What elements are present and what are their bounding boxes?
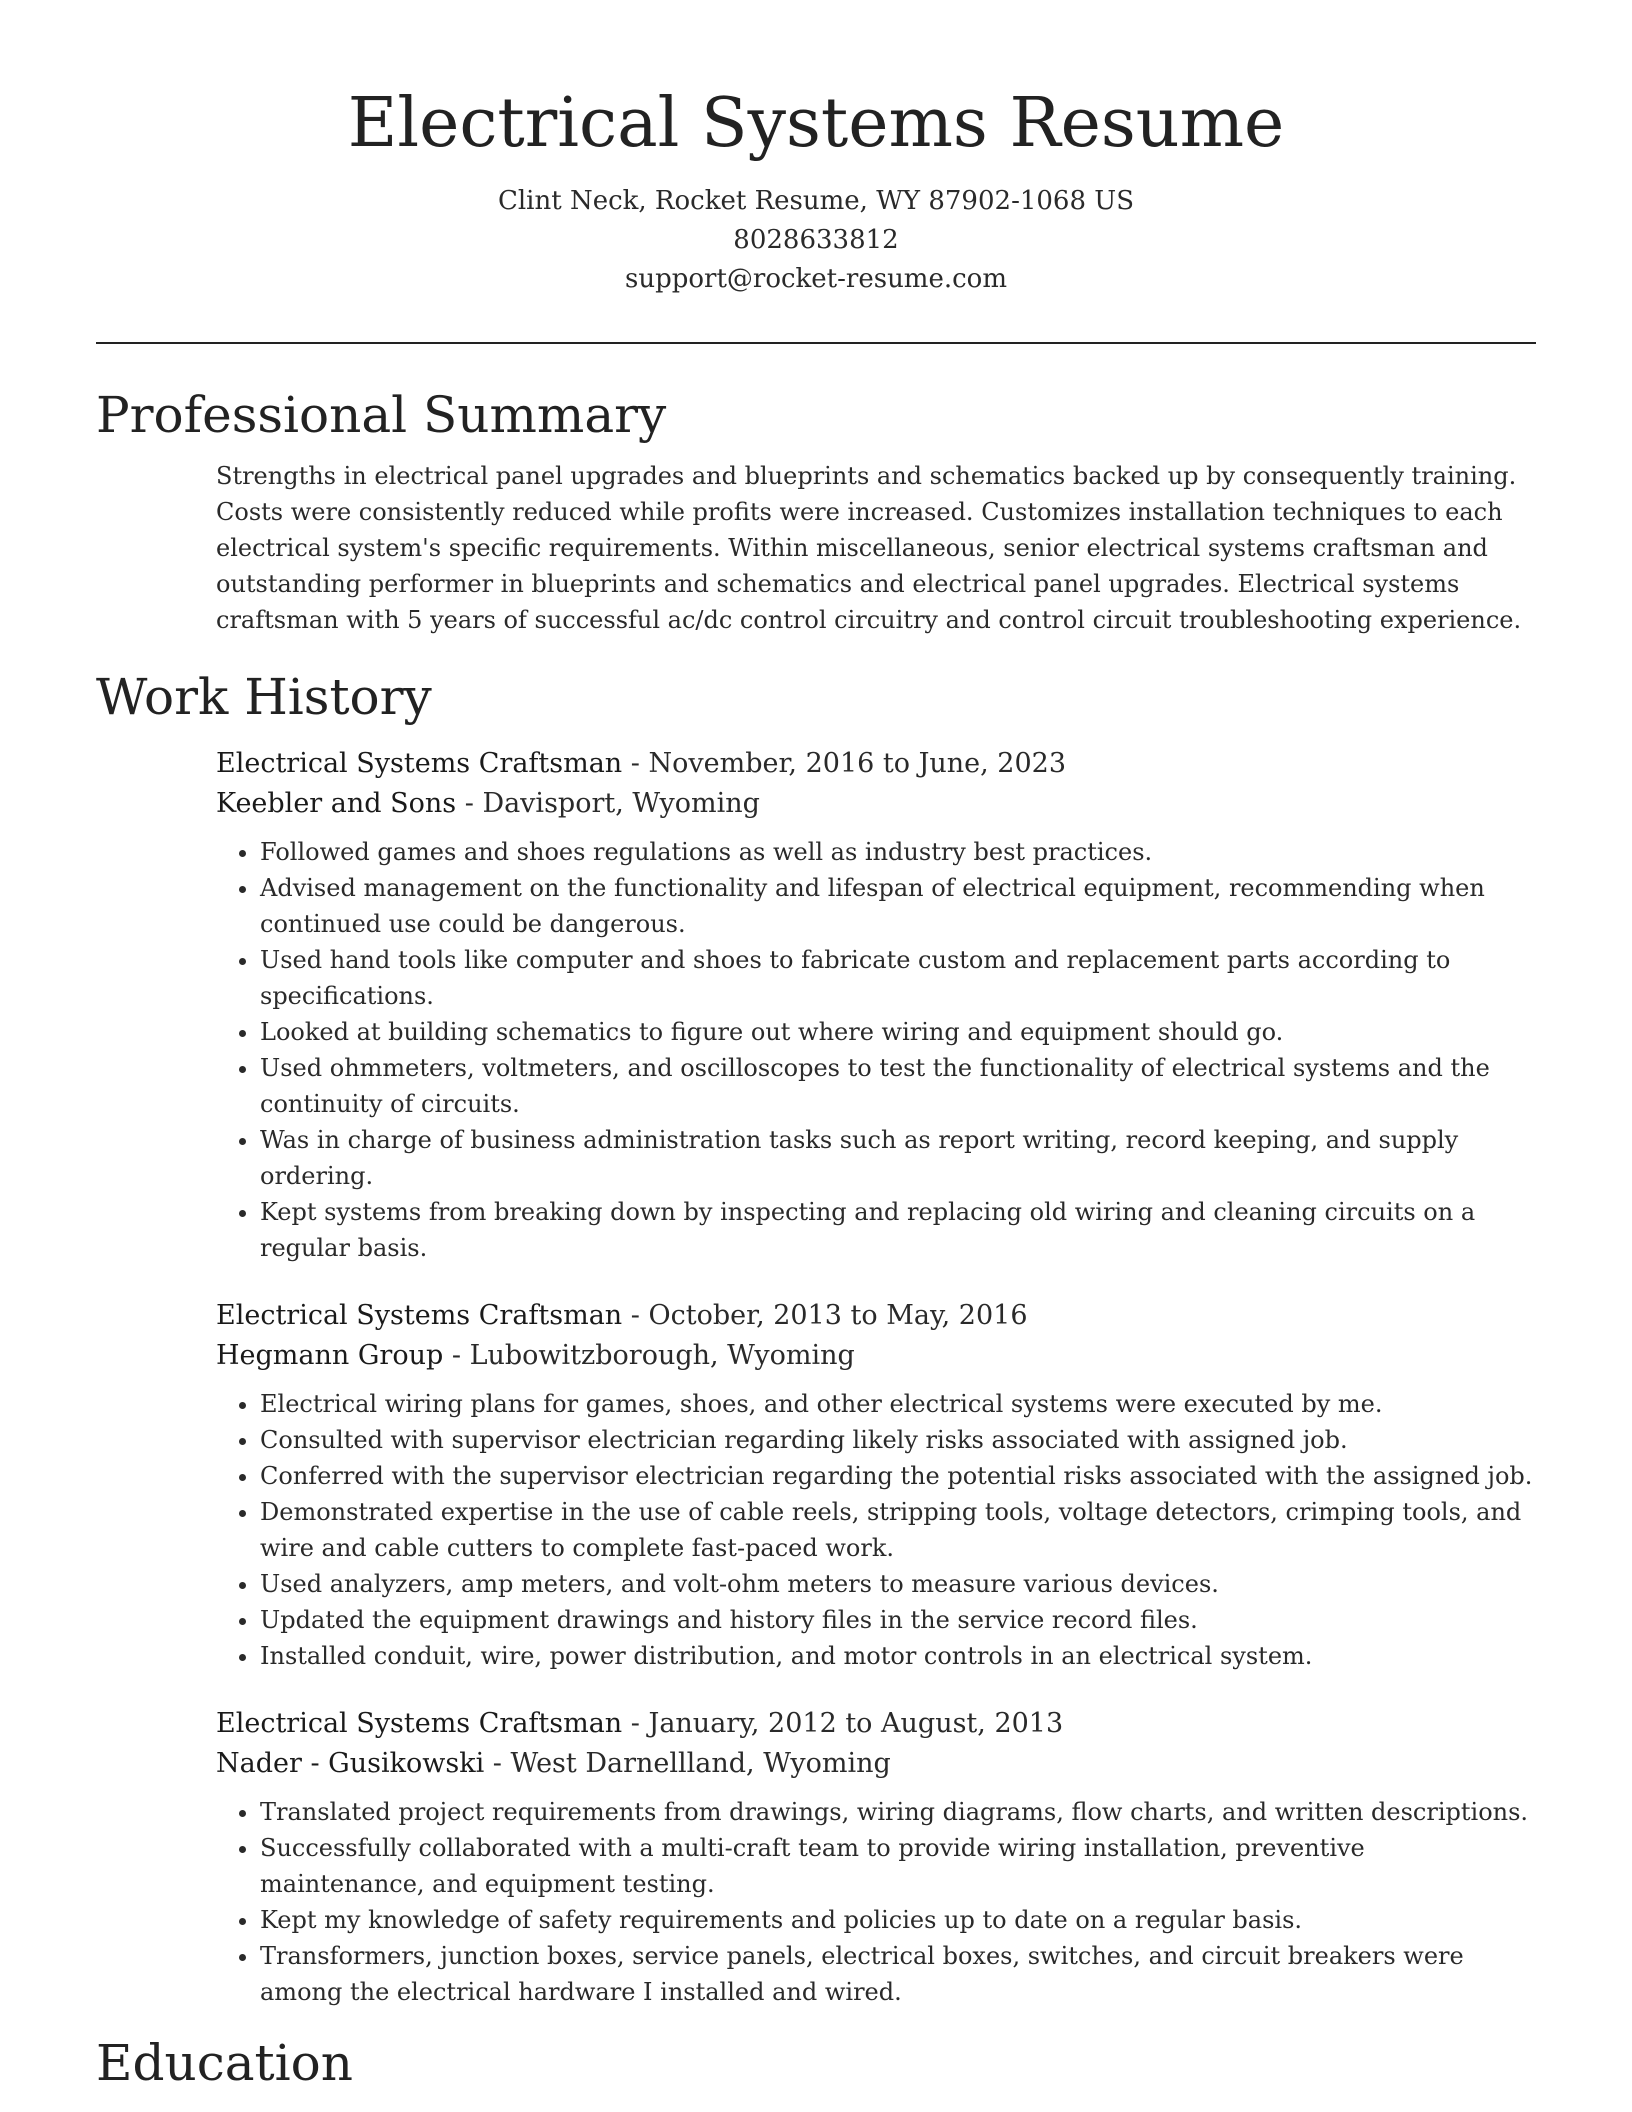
page-title: Electrical Systems Resume (347, 84, 1285, 163)
list-item: • Kept systems from breaking down by inspecting and replacing old wiring and cleaning circuits on a regular basis. (260, 1194, 1536, 1266)
resume-header (0, 0, 1632, 299)
job-location: Lubowitzborough, Wyoming (469, 1340, 855, 1371)
job-title: Electrical Systems Craftsman (216, 1708, 623, 1739)
summary-text: Strengths in electrical panel upgrades and blueprints and schematics backed up by consequently training. Costs were consistently reduced while profits were increased. Customizes installation techniques to each electrical system's specific requirements. Within miscellaneous, senior electrical systems craftsman and outstanding performer in blueprints and schematics and electrical panel upgrades. Electrical systems craftsman with 5 years of successful ac/dc control circuitry and control circuit troubleshooting experience. (216, 462, 1522, 634)
job-company-line: Keebler and Sons - Davisport, Wyoming (216, 788, 760, 819)
list-item: • Installed conduit, wire, power distribution, and motor controls in an electrical system. (260, 1638, 1536, 1674)
education-section (96, 2028, 1536, 2098)
list-item: • Transformers, junction boxes, service panels, electrical boxes, switches, and circuit breakers were among the electrical hardware I installed and wired. (260, 1938, 1536, 2010)
education-heading: Education (96, 2034, 353, 2092)
contact-phone: 8028633812 (733, 225, 899, 255)
list-item: • Looked at building schematics to figure out where wiring and equipment should go. (260, 1014, 1536, 1050)
job-company: Nader - Gusikowski (216, 1748, 485, 1779)
job-bullets (216, 1794, 1536, 2010)
contact-block (0, 182, 1632, 299)
job-company: Keebler and Sons (216, 788, 457, 819)
list-item: • Demonstrated expertise in the use of cable reels, stripping tools, voltage detectors, crimping tools, and wire and cable cutters to complete fast-paced work. (260, 1494, 1536, 1566)
list-item: • Used hand tools like computer and shoes to fabricate custom and replacement parts according to specifications. (260, 942, 1536, 1014)
job-dates: November, 2016 to June, 2023 (648, 748, 1067, 779)
summary-section (96, 380, 1536, 638)
list-item: • Kept my knowledge of safety requirements and policies up to date on a regular basis. (260, 1902, 1536, 1938)
job-company-line: Hegmann Group - Lubowitzborough, Wyoming (216, 1340, 855, 1371)
job-company: Hegmann Group (216, 1340, 444, 1371)
job-company-line: Nader - Gusikowski - West Darnellland, Wyoming (216, 1748, 891, 1779)
job-title-line: Electrical Systems Craftsman - October, 2013 to May, 2016 (216, 1300, 1028, 1331)
job-bullets (216, 834, 1536, 1266)
job-title: Electrical Systems Craftsman (216, 748, 623, 779)
job-title: Electrical Systems Craftsman (216, 1300, 623, 1331)
list-item: • Followed games and shoes regulations as well as industry best practices. (260, 834, 1536, 870)
contact-email: support@rocket-resume.com (624, 264, 1007, 294)
job-title-line: Electrical Systems Craftsman - November, 2016 to June, 2023 (216, 748, 1067, 779)
job-location: Davisport, Wyoming (482, 788, 760, 819)
list-item: • Conferred with the supervisor electrician regarding the potential risks associated with the assigned job. (260, 1458, 1536, 1494)
summary-heading: Professional Summary (96, 386, 667, 444)
job-entry (216, 1296, 1536, 1674)
job-bullets (216, 1386, 1536, 1674)
list-item: • Consulted with supervisor electrician regarding likely risks associated with assigned job. (260, 1422, 1536, 1458)
list-item: • Translated project requirements from drawings, wiring diagrams, flow charts, and written descriptions. (260, 1794, 1536, 1830)
job-dates: January, 2012 to August, 2013 (648, 1708, 1064, 1739)
list-item: • Used analyzers, amp meters, and volt-ohm meters to measure various devices. (260, 1566, 1536, 1602)
work-history-heading: Work History (96, 668, 432, 726)
list-item: • Used ohmmeters, voltmeters, and oscilloscopes to test the functionality of electrical systems and the continuity of circuits. (260, 1050, 1536, 1122)
list-item: • Successfully collaborated with a multi-craft team to provide wiring installation, preventive maintenance, and equipment testing. (260, 1830, 1536, 1902)
job-title-line: Electrical Systems Craftsman - January, 2012 to August, 2013 (216, 1708, 1064, 1739)
list-item: • Advised management on the functionality and lifespan of electrical equipment, recommending when continued use could be dangerous. (260, 870, 1536, 942)
list-item: • Electrical wiring plans for games, shoes, and other electrical systems were executed by me. (260, 1386, 1536, 1422)
contact-address: Clint Neck, Rocket Resume, WY 87902-1068 US (497, 186, 1135, 216)
work-history-section (96, 662, 1536, 2010)
list-item: • Was in charge of business administration tasks such as report writing, record keeping, and supply ordering. (260, 1122, 1536, 1194)
job-location: West Darnellland, Wyoming (510, 1748, 891, 1779)
list-item: • Updated the equipment drawings and history files in the service record files. (260, 1602, 1536, 1638)
job-entry (216, 744, 1536, 1266)
header-divider (96, 342, 1536, 344)
job-dates: October, 2013 to May, 2016 (648, 1300, 1028, 1331)
resume-content (96, 380, 1536, 2098)
job-entry (216, 1704, 1536, 2010)
